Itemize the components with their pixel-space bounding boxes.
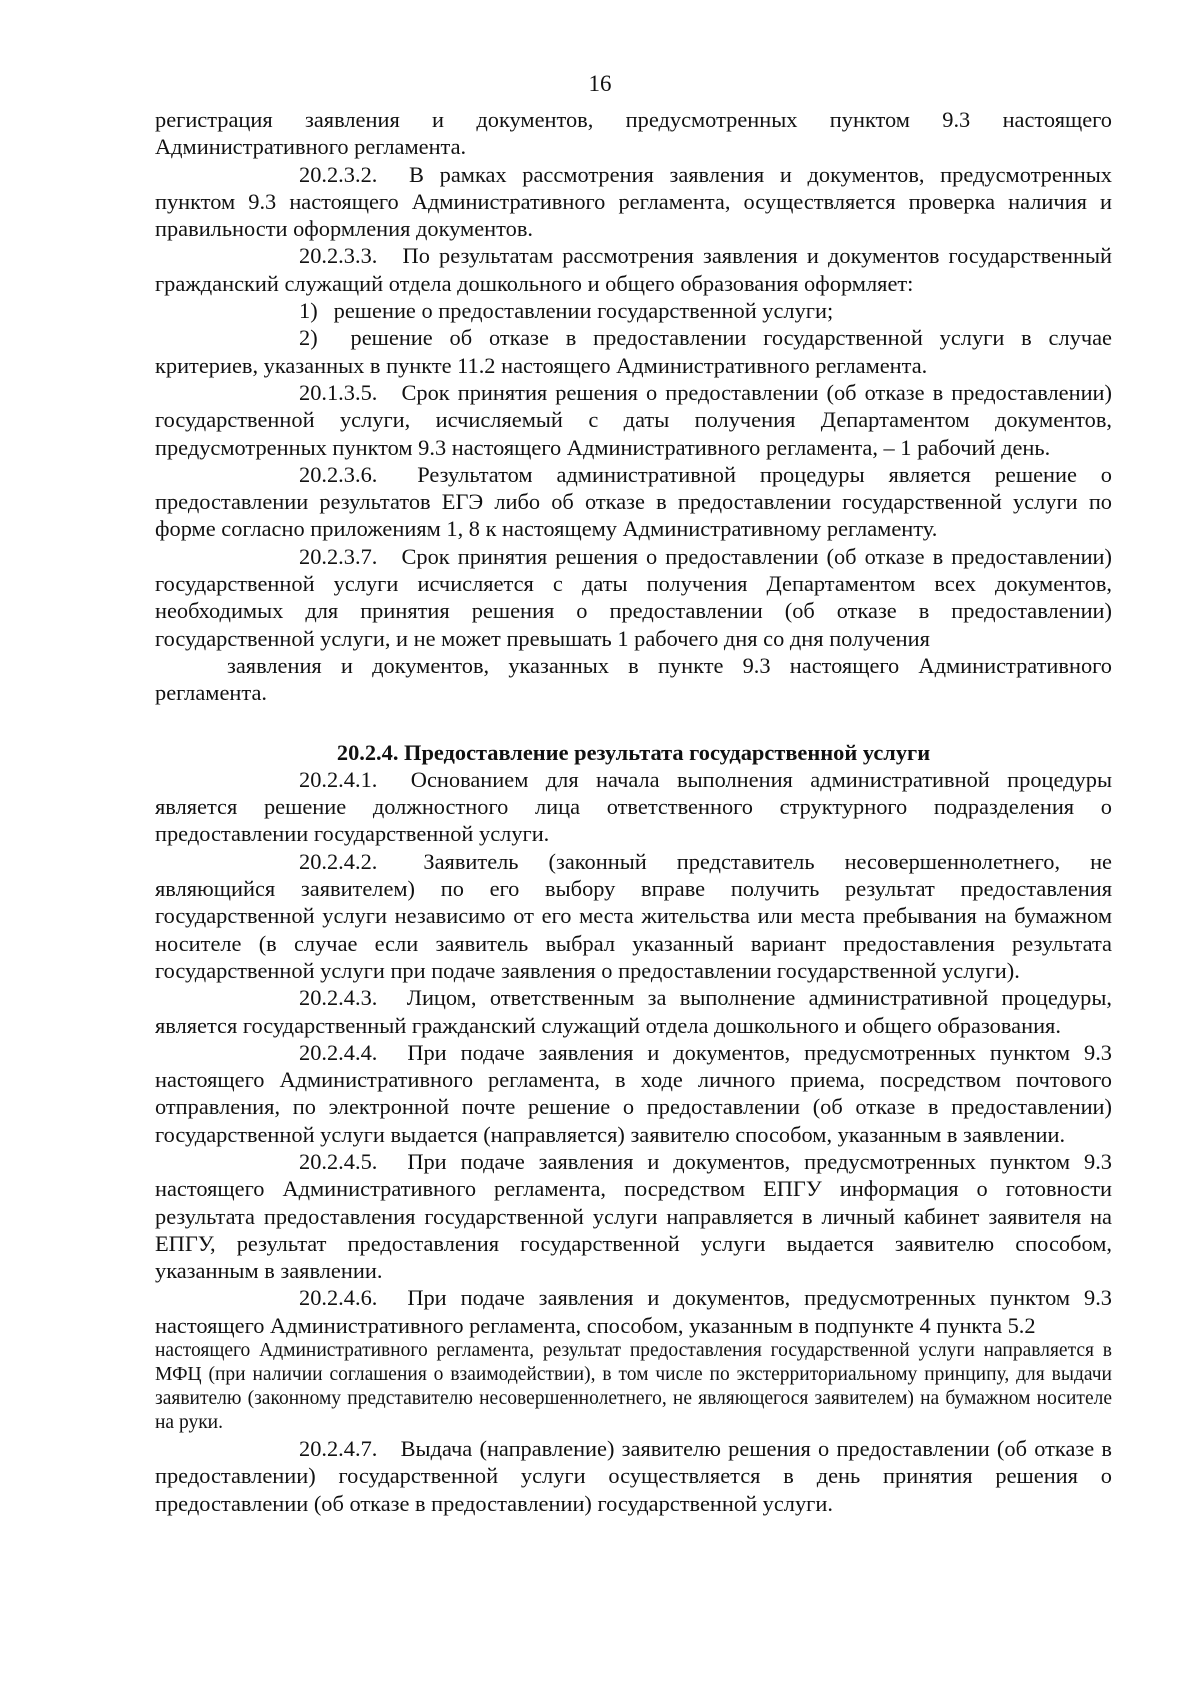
paragraph-number: 20.2.4.4. bbox=[299, 1039, 378, 1065]
paragraph-continuation-2: заявления и документов, указанных в пункте 9.3 настоящего Административного регламента. bbox=[155, 652, 1112, 706]
paragraph-20-2-3-7: 20.2.3.7. Срок принятия решения о предоставлении (об отказе в предоставлении) государственной услуги исчисляется с даты получения Департаментом всех документов, необходимых для принятия решения о предоставлении (об отказе в предоставлении) государственной услуги, и не может превышать 1 рабочего дня со дня получения bbox=[155, 543, 1112, 651]
paragraph-number: 20.2.4.3. bbox=[299, 985, 378, 1011]
paragraph-20-2-4-3: 20.2.4.3. Лицом, ответственным за выполнение административной процедуры, является государственный гражданский служащий отдела дошкольного и общего образования. bbox=[155, 985, 1112, 1038]
paragraph-20-2-4-4: 20.2.4.4. При подаче заявления и документов, предусмотренных пунктом 9.3 настоящего Административного регламента, в ходе личного приема, посредством почтового отправления, по электронной почте решение о предоставлении (об отказе в предоставлении) государственной услуги выдается (направляется) заявителю способом, указанным в заявлении. bbox=[155, 1039, 1112, 1147]
paragraph-20-2-4-5: 20.2.4.5. При подаче заявления и документов, предусмотренных пунктом 9.3 настоящего Административного регламента, посредством ЕПГУ информация о готовности результата предоставления государственной услуги направляется в личный кабинет заявителя на ЕПГУ, результат предоставления государственной услуги выдается заявителю способом, указанным в заявлении. bbox=[155, 1148, 1112, 1284]
paragraph-20-2-4-1: 20.2.4.1. Основанием для начала выполнения административной процедуры является решение должностного лица ответственного структурного подразделения о предоставлении государственной услуги. bbox=[155, 766, 1112, 847]
section-heading: 20.2.4. Предоставление результата государственной услуги bbox=[336, 739, 931, 765]
paragraph-number: 20.1.3.5. bbox=[299, 379, 378, 405]
paragraph-number: 20.2.4.7. bbox=[299, 1436, 378, 1462]
paragraph-number: 20.2.3.6. bbox=[299, 461, 378, 487]
paragraph-20-1-3-5: 20.1.3.5. Срок принятия решения о предоставлении (об отказе в предоставлении) государственной услуги, исчисляемый с даты получения Департаментом документов, предусмотренных пунктом 9.3 настоящего Административного регламента, – 1 рабочий день. bbox=[155, 379, 1112, 460]
paragraph-number: 20.2.3.2. bbox=[299, 161, 378, 187]
paragraph-number: 20.2.4.1. bbox=[299, 766, 378, 792]
paragraph-20-2-3-6: 20.2.3.6. Результатом административной процедуры является решение о предоставлении результатов ЕГЭ либо об отказе в предоставлении государственной услуги по форме согласно приложениям 1, 8 к настоящему Административному регламенту. bbox=[155, 461, 1112, 542]
document-body bbox=[155, 106, 1112, 1517]
paragraph-20-2-4-2: 20.2.4.2. Заявитель (законный представитель несовершеннолетнего, не являющийся заявителем) по его выбору вправе получить результат предоставления государственной услуги независимо от его места жительства или места пребывания на бумажном носителе (в случае если заявитель выбрал указанный вариант предоставления результата государственной услуги при подаче заявления о предоставлении государственной услуги). bbox=[155, 848, 1112, 983]
list-item-2: 2) решение об отказе в предоставлении государственной услуги в случае критериев, указанных в пункте 11.2 настоящего Административного регламента. bbox=[155, 325, 1112, 378]
page-number: 16 bbox=[588, 71, 612, 96]
paragraph-number: 20.2.4.6. bbox=[299, 1285, 378, 1311]
paragraph-20-2-4-7: 20.2.4.7. Выдача (направление) заявителю решения о предоставлении (об отказе в предоставлении) государственной услуги осуществляется в день принятия решения о предоставлении (об отказе в предоставлении) государственной услуги. bbox=[155, 1436, 1112, 1516]
paragraph-number: 20.2.3.3. bbox=[299, 243, 378, 269]
list-item-1: 1) решение о предоставлении государственной услуги; bbox=[155, 297, 1112, 324]
list-number: 2) bbox=[299, 325, 318, 351]
paragraph-20-2-4-6: 20.2.4.6. При подаче заявления и документов, предусмотренных пунктом 9.3 настоящего Административного регламента, способом, указанным в подпункте 4 пункта 5.2 bbox=[155, 1285, 1112, 1338]
paragraph-20-2-3-2: 20.2.3.2. В рамках рассмотрения заявления и документов, предусмотренных пунктом 9.3 настоящего Административного регламента, осуществляется проверка наличия и правильности оформления документов. bbox=[155, 161, 1112, 242]
paragraph-number: 20.2.4.5. bbox=[299, 1148, 378, 1174]
paragraph-number: 20.2.4.2. bbox=[299, 848, 378, 874]
paragraph-number: 20.2.3.7. bbox=[299, 543, 378, 569]
paragraph-continuation: регистрация заявления и документов, предусмотренных пунктом 9.3 настоящего Административного регламента. bbox=[155, 107, 1112, 160]
list-number: 1) bbox=[299, 298, 318, 324]
section-spacer bbox=[155, 707, 1112, 739]
paragraph-20-2-4-6-small-part: настоящего Административного регламента, результат предоставления государственной услуги направляется в МФЦ (при наличии соглашения о взаимодействии), в том числе по экстерриториальному принципу, для выдачи заявителю (законному представителю несовершеннолетнего, не являющегося заявителем) на бумажном носителе на руки. bbox=[155, 1340, 1112, 1434]
paragraph-20-2-3-3: 20.2.3.3. По результатам рассмотрения заявления и документов государственный гражданский служащий отдела дошкольного и общего образования оформляет: bbox=[155, 243, 1112, 296]
